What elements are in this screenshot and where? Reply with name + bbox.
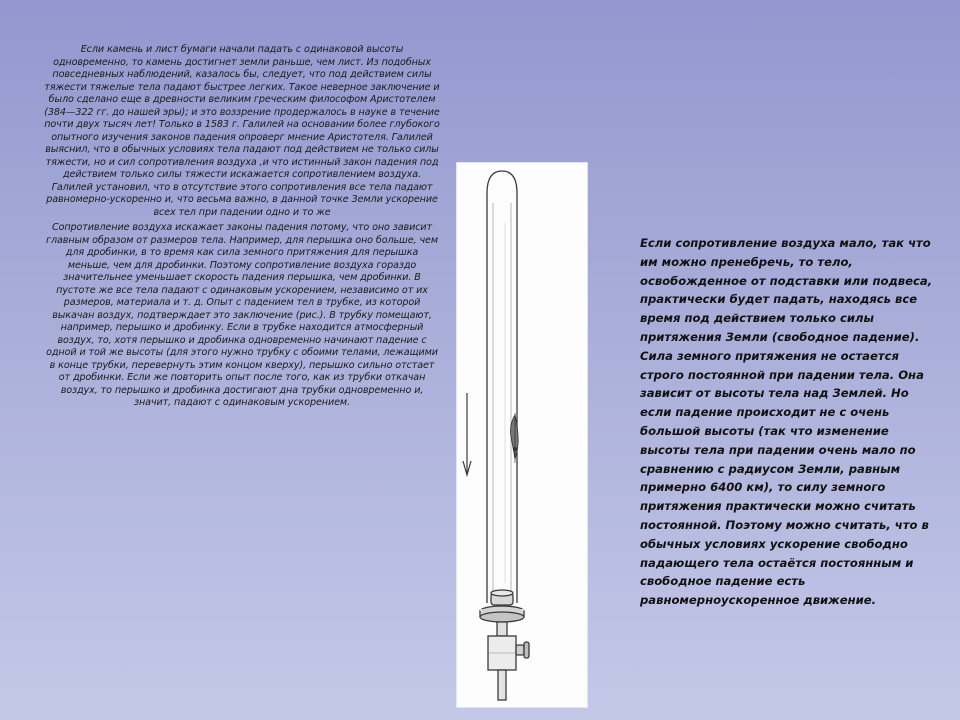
newton-tube-figure bbox=[456, 162, 588, 708]
left-text-block bbox=[44, 44, 440, 410]
valve-knob bbox=[516, 645, 524, 655]
left-paragraph-2: Сопротивление воздуха искажает законы падения потому, что оно зависит главным образом от размеров тела. Например, для перышка оно больше, чем для дробинки, в то время как сила земного притяжения для перышка меньше, чем для дробинки. Поэтому сопротивление воздуха гораздо значительнее уменьшает скорость падения перышка, чем дробинки. В пустоте же все тела падают с одинаковым ускорением, независимо от их размеров, материала и т. д. Опыт с падением тел в трубке, из которой выкачан воздух, подтверждает это заключение (рис.). В трубку помещают, например, перышко и дробинку. Если в трубке находится атмосферный воздух, то, хотя перышко и дробинка одновременно начинают падение с одной и той же высоты (для этого нужно трубку с обоими телами, лежащими в конце трубки, перевернуть этим концом кверху), перышко сильно отстает от дробинки. Если же повторить опыт после того, как из трубки откачан воздух, то перышко и дробинка достигают дна трубки одновременно и, значит, падают с одинаковым ускорением. bbox=[46, 222, 438, 408]
right-text-block bbox=[640, 234, 940, 610]
valve-stem bbox=[497, 622, 507, 636]
left-paragraph-1: Если камень и лист бумаги начали падать с одинаковой высоты одновременно, то камень достигнет земли раньше, чем лист. Из подобных повседневных наблюдений, казалось бы, следует, что под действием силы тяжести тяжелые тела падают быстрее легких. Такое неверное заключение и было сделано еще в древности великим греческим философом Аристотелем (384—322 гг. до нашей эры); и это воззрение продержалось в науке в течение почти двух тысяч лет! Только в 1583 г. Галилей на основании более глубокого опытного изучения законов падения опроверг мнение Аристотеля. Галилей выяснил, что в обычных условиях тела падают под действием не только силы тяжести, но и сил сопротивления воздуха ,и что истинный закон падения под действием только силы тяжести искажается сопротивлением воздуха. Галилей установил, что в отсутствие этого сопротивления все тела падают равномерно-ускоренно и, что весьма важно, в данной точке Земли ускорение всех тел при падении одно и то же bbox=[44, 44, 440, 218]
valve-outlet bbox=[498, 670, 506, 700]
glass-tube bbox=[487, 171, 517, 603]
plug-top bbox=[491, 590, 513, 596]
tube-drawing bbox=[457, 163, 587, 707]
right-paragraph: Если сопротивление воздуха мало, так что им можно пренебречь, то тело, освобожденное от подставки или подвеса, практически будет падать, находясь все время под действием только силы притяжения Земли (свободное падение). Сила земного притяжения не остается строго постоянной при падении тела. Она зависит от высоты тела над Землей. Но если падение происходит не с очень большой высоты (так что изменение высоты тела при падении очень мало по сравнению с радиусом Земли, равным примерно 6400 км), то силу земного притяжения практически можно считать постоянной. Поэтому можно считать, что в обычных условиях ускорение свободно падающего тела остаётся постоянным и свободное падение есть равномерноускоренное движение. bbox=[640, 236, 933, 608]
shot-pellet bbox=[513, 447, 517, 451]
